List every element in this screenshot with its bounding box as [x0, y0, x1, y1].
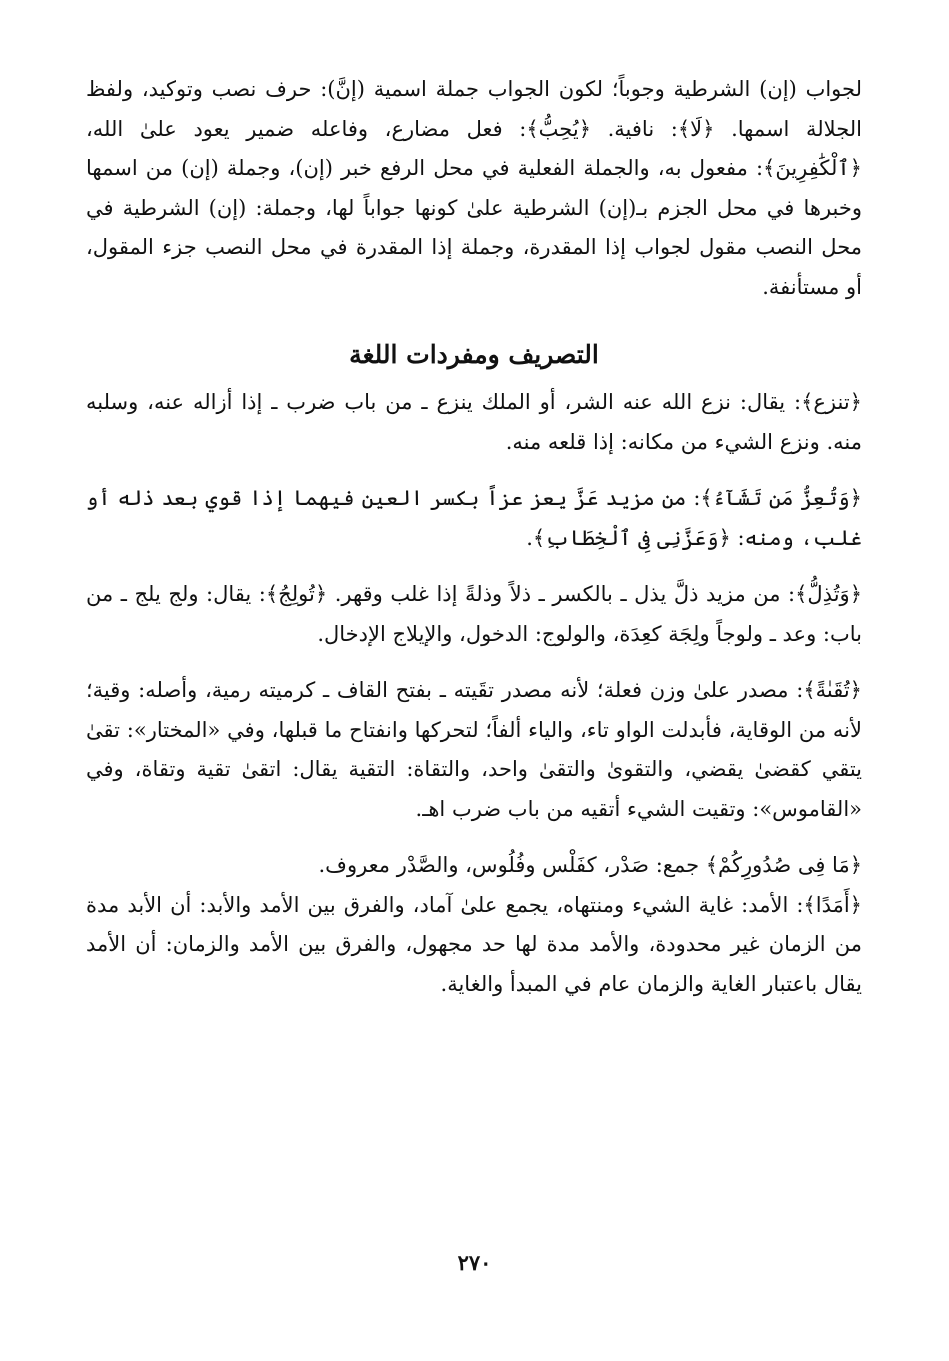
- paragraph-amad: ﴿أَمَدًا﴾: الأمد: غاية الشيء ومنتهاه، يجمع علىٰ آماد، والفرق بين الأمد والأبد: أن الأبد مدة من الزمان غير محدودة، والأمد مدة لها حد مجهول، والفرق بين الأمد والزمان: أن الأمد يقال باعتبار الغاية والزمان عام في المبدأ والغاية.: [86, 892, 862, 996]
- paragraph-tuizz: ﴿وَتُعِزُّ مَن تَشَآءُ﴾: من مزيد عَزَّ يعز عزاً بكسر العين فيهما إذا قوي بعد ذله أو غلب، ومنه: ﴿وَعَزَّنِى فِى ٱلْخِطَابِ﴾.: [86, 486, 862, 550]
- intro-paragraph: لجواب (إن) الشرطية وجوباً؛ لكون الجواب جملة اسمية (إنَّ): حرف نصب وتوكيد، ولفظ الجلالة اسمها. ﴿لَا﴾: نافية. ﴿يُحِبُّ﴾: فعل مضارع، وفاعله ضمير يعود علىٰ الله، ﴿ٱلْكَٰفِرِينَ﴾: مفعول به، والجملة الفعلية في محل الرفع خبر (إن)، وجملة (إن) من اسمها وخبرها في محل الجزم بـ(إن) الشرطية علىٰ كونها جواباً لها، وجملة: (إن) الشرطية في محل النصب مقول لجواب إذا المقدرة، وجملة إذا المقدرة في محل النصب جزء المقول، أو مستأنفة.: [86, 77, 862, 299]
- paragraph-tuqat: ﴿تُقَىٰةً﴾: مصدر علىٰ وزن فعلة؛ لأنه مصدر تقَيته ـ بفتح القاف ـ كرميته رمية، وأصله: وقية؛ لأنه من الوقاية، فأبدلت الواو تاء، والياء ألفاً؛ لتحركها وانفتاح ما قبلها، وفي «المختار»: تقىٰ يتقي كقضىٰ يقضي، والتقوىٰ والتقىٰ واحد، والتقاة: التقية يقال: اتقىٰ تقية وتقاة، وفي «القاموس»: وتقيت الشيء أتقيه من باب ضرب اهـ.: [86, 678, 862, 821]
- paragraph-tanzi: ﴿تنزع﴾: يقال: نزع الله عنه الشر، أو الملك ينزع ـ من باب ضرب ـ إذا أزاله عنه، وسلبه منه. ونزع الشيء من مكانه: إذا قلعه منه.: [86, 390, 862, 454]
- page-body: [86, 70, 862, 1004]
- paragraph-sudur: ﴿مَا فِى صُدُورِكُمْ﴾ جمع: صَدْر، كفَلْس وفُلُوس، والصَّدْر معروف.: [318, 853, 862, 877]
- page-number: ٢٧٠: [457, 1250, 492, 1275]
- section-heading: التصريف ومفردات اللغة: [349, 340, 599, 369]
- paragraph-tudhill: ﴿وَتُذِلُّ﴾: من مزيد ذلَّ يذل ـ بالكسر ـ ذلاً وذلةً إذا غلب وقهر. ﴿تُولِجُ﴾: يقال: ولج يلج ـ من باب: وعد ـ ولوجاً ولِجَة كعِدَة، والولوج: الدخول، والإيلاج الإدخال.: [86, 582, 862, 646]
